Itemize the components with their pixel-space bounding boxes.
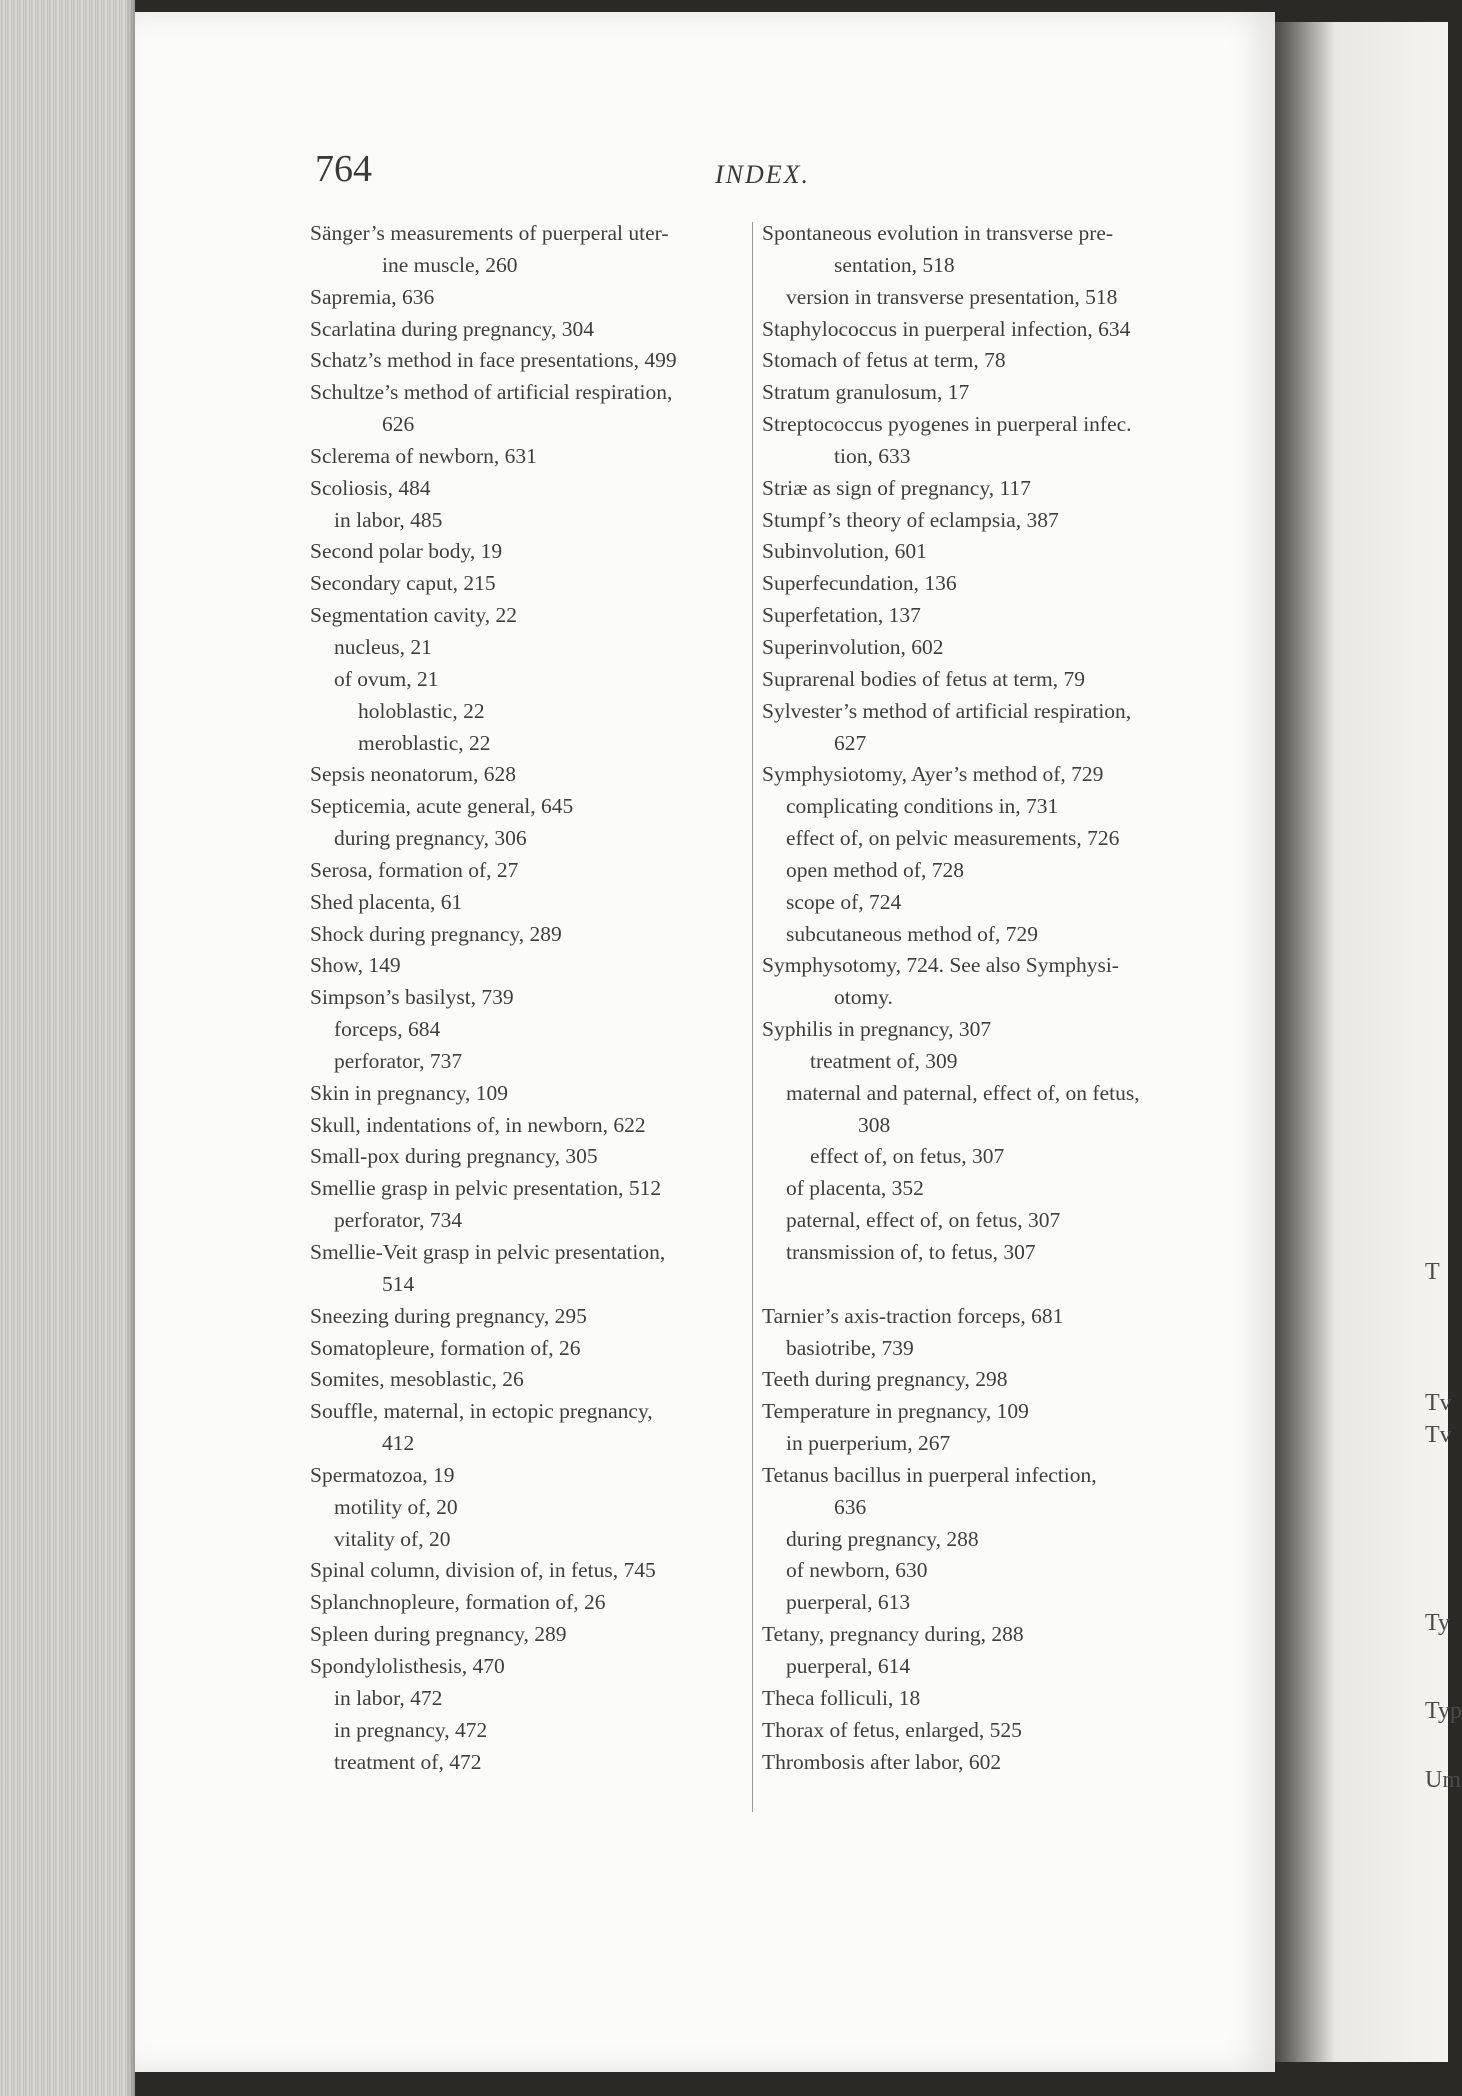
- index-entry: Striæ as sign of pregnancy, 117: [762, 475, 1031, 500]
- index-entry: Spleen during pregnancy, 289: [310, 1622, 567, 1647]
- index-entry: paternal, effect of, on fetus, 307: [786, 1208, 1061, 1233]
- index-entry: version in transverse presentation, 518: [786, 284, 1118, 309]
- index-column-right: [762, 218, 1212, 1778]
- index-entry: basiotribe, 739: [786, 1335, 914, 1360]
- index-entry: Spondylolisthesis, 470: [310, 1653, 505, 1678]
- index-entry: Small-pox during pregnancy, 305: [310, 1144, 598, 1169]
- index-entry: Tarnier’s axis-traction forceps, 681: [762, 1303, 1064, 1328]
- index-entry: Smellie-Veit grasp in pelvic presentation, 514: [310, 1240, 666, 1296]
- index-entry: treatment of, 472: [334, 1749, 482, 1774]
- index-entry: Skull, indentations of, in newborn, 622: [310, 1112, 646, 1137]
- index-entry: effect of, on pelvic measurements, 726: [786, 826, 1120, 851]
- index-entry: forceps, 684: [334, 1017, 441, 1042]
- index-entry: Temperature in pregnancy, 109: [762, 1399, 1029, 1424]
- index-entry: Tetany, pregnancy during, 288: [762, 1622, 1024, 1647]
- index-entry: Spermatozoa, 19: [310, 1462, 455, 1487]
- index-entry: Thorax of fetus, enlarged, 525: [762, 1717, 1022, 1742]
- section-gap: [762, 1269, 1212, 1301]
- index-entry: Streptococcus pyogenes in puerperal infec. tion, 633: [762, 412, 1132, 468]
- index-entry: motility of, 20: [334, 1494, 458, 1519]
- index-entry: Tetanus bacillus in puerperal infection, 636: [762, 1462, 1097, 1519]
- index-entry: in labor, 485: [334, 507, 443, 532]
- index-entry: transmission of, to fetus, 307: [786, 1240, 1036, 1264]
- index-entry: Symphysotomy, 724. See also Symphysi- otomy.: [762, 953, 1119, 1010]
- index-entry: complicating conditions in, 731: [786, 794, 1059, 819]
- page-edges: [0, 0, 135, 2096]
- index-entry: Septicemia, acute general, 645: [310, 794, 574, 819]
- page-number: 764: [315, 148, 372, 190]
- index-entry: Syphilis in pregnancy, 307: [762, 1017, 992, 1042]
- facing-page: [1275, 22, 1462, 2062]
- facing-page-fragment: Um: [1425, 1767, 1461, 1793]
- index-entry: Symphysiotomy, Ayer’s method of, 729: [762, 762, 1104, 787]
- index-entry: Sneezing during pregnancy, 295: [310, 1303, 587, 1328]
- index-entry: nucleus, 21: [334, 634, 432, 659]
- index-entry: Scarlatina during pregnancy, 304: [310, 316, 594, 341]
- facing-page-fragment: Ty: [1425, 1610, 1450, 1636]
- index-entry: Schultze’s method of artificial respiration, 626: [310, 380, 673, 437]
- index-entry: Sclerema of newborn, 631: [310, 443, 537, 468]
- index-entry: perforator, 734: [334, 1208, 463, 1233]
- index-entry: meroblastic, 22: [358, 730, 491, 755]
- index-entry: Second polar body, 19: [310, 539, 503, 564]
- index-entry: Secondary caput, 215: [310, 571, 496, 596]
- index-entry: effect of, on fetus, 307: [810, 1144, 1005, 1169]
- index-entry: Splanchnopleure, formation of, 26: [310, 1590, 606, 1615]
- running-head: INDEX.: [715, 160, 811, 189]
- index-entry: Skin in pregnancy, 109: [310, 1080, 509, 1105]
- index-entry: Theca folliculi, 18: [762, 1685, 921, 1710]
- index-entry: of placenta, 352: [786, 1176, 924, 1201]
- index-entry: Somatopleure, formation of, 26: [310, 1335, 581, 1360]
- index-entry: Suprarenal bodies of fetus at term, 79: [762, 666, 1086, 691]
- index-entry: Thrombosis after labor, 602: [762, 1749, 1002, 1774]
- index-entry: Superfetation, 137: [762, 603, 921, 628]
- facing-page-fragment: Typ: [1425, 1698, 1462, 1724]
- index-entry: Stratum granulosum, 17: [762, 380, 970, 405]
- index-entry: Spinal column, division of, in fetus, 745: [310, 1558, 656, 1583]
- index-entry: Sapremia, 636: [310, 284, 435, 309]
- index-entry: Superinvolution, 602: [762, 634, 944, 659]
- index-entry: Somites, mesoblastic, 26: [310, 1367, 524, 1392]
- index-entry: during pregnancy, 288: [786, 1526, 979, 1551]
- facing-page-fragment: T: [1425, 1259, 1440, 1285]
- index-entry: Segmentation cavity, 22: [310, 603, 517, 628]
- index-entry: Teeth during pregnancy, 298: [762, 1367, 1008, 1392]
- index-entry: in puerperium, 267: [786, 1431, 951, 1456]
- index-entry: holoblastic, 22: [358, 698, 485, 723]
- index-entry: treatment of, 309: [810, 1048, 958, 1073]
- index-entry: Sänger’s measurements of puerperal uter- ine muscle, 260: [310, 221, 669, 277]
- index-entry: Simpson’s basilyst, 739: [310, 985, 514, 1010]
- index-entry: of newborn, 630: [786, 1558, 928, 1583]
- index-entry: in labor, 472: [334, 1685, 443, 1710]
- index-entry: Sylvester’s method of artificial respiration, 627: [762, 698, 1132, 755]
- index-column-left: [310, 218, 750, 1778]
- index-entry: Show, 149: [310, 953, 401, 978]
- index-entry: Superfecundation, 136: [762, 571, 957, 596]
- column-divider: [752, 222, 753, 1812]
- facing-page-fragment: Tv: [1425, 1390, 1452, 1416]
- index-entry: puerperal, 614: [786, 1653, 911, 1678]
- index-entry: in pregnancy, 472: [334, 1717, 488, 1742]
- index-entry: Spontaneous evolution in transverse pre- sentation, 518: [762, 221, 1114, 277]
- index-entry: perforator, 737: [334, 1048, 463, 1073]
- index-entry: Subinvolution, 601: [762, 539, 927, 564]
- index-entry: Shed placenta, 61: [310, 889, 463, 914]
- index-entry: Sepsis neonatorum, 628: [310, 762, 517, 787]
- index-entry: scope of, 724: [786, 889, 902, 914]
- index-entry: Staphylococcus in puerperal infection, 634: [762, 316, 1131, 341]
- index-entry: puerperal, 613: [786, 1590, 911, 1615]
- index-entry: Scoliosis, 484: [310, 475, 431, 500]
- index-entry: of ovum, 21: [334, 666, 439, 691]
- facing-page-fragment: Tv: [1425, 1422, 1452, 1448]
- index-entry: Stumpf’s theory of eclampsia, 387: [762, 507, 1059, 532]
- index-entry: vitality of, 20: [334, 1526, 451, 1551]
- index-entry: Schatz’s method in face presentations, 499: [310, 348, 677, 373]
- index-entry: during pregnancy, 306: [334, 826, 527, 851]
- index-entry: Serosa, formation of, 27: [310, 857, 519, 882]
- index-entry: Smellie grasp in pelvic presentation, 512: [310, 1176, 662, 1201]
- index-entry: Shock during pregnancy, 289: [310, 921, 562, 946]
- index-entry: Souffle, maternal, in ectopic pregnancy, 412: [310, 1399, 653, 1456]
- index-entry: open method of, 728: [786, 857, 964, 882]
- index-entry: maternal and paternal, effect of, on fetus, 308: [786, 1080, 1140, 1137]
- index-entry: subcutaneous method of, 729: [786, 921, 1038, 946]
- index-entry: Stomach of fetus at term, 78: [762, 348, 1006, 373]
